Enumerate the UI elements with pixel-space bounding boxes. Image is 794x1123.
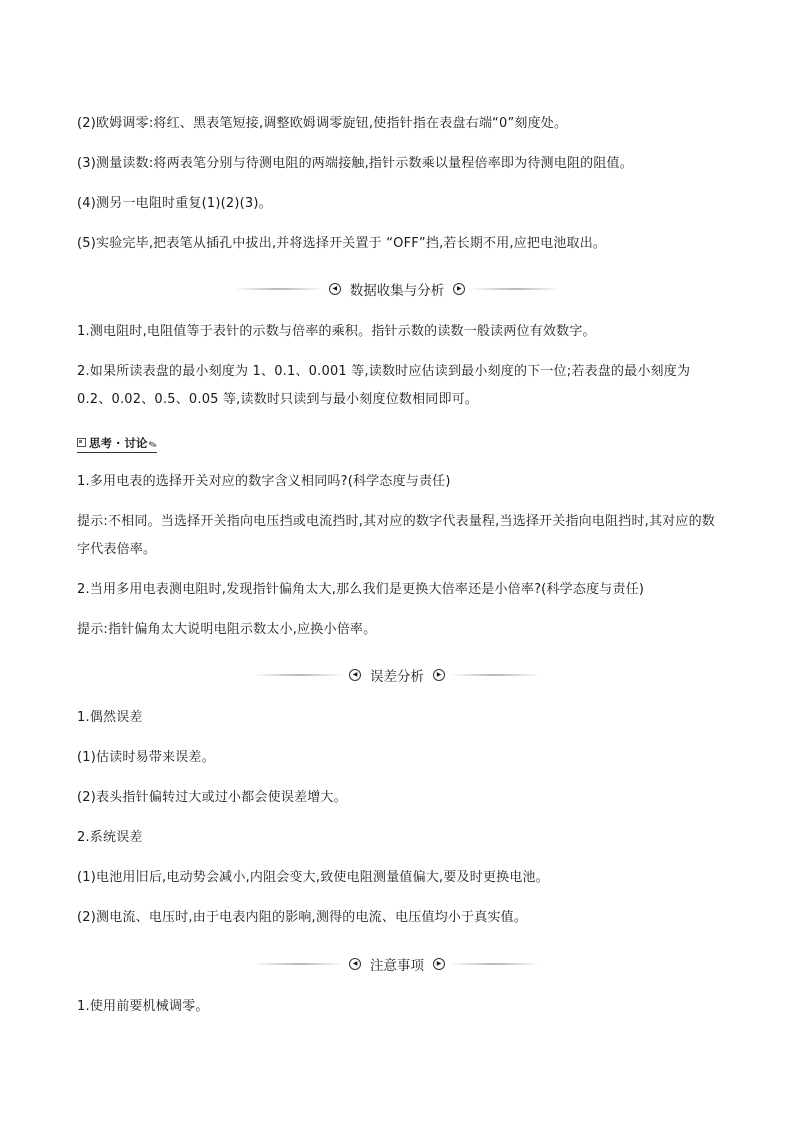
error-random-title: 1.偶然误差 [77, 710, 143, 725]
arrow-left-icon: ◀ [349, 669, 361, 681]
arrow-right-icon: ▶ [433, 958, 445, 970]
error-system-2: (2)测电流、电压时,由于电表内阻的影响,测得的电流、电压值均小于真实值。 [77, 910, 528, 925]
arrow-right-icon: ▶ [453, 283, 465, 295]
section-heading-data [0, 279, 794, 299]
error-system-title: 2.系统误差 [77, 830, 143, 845]
note-1: 1.使用前要机械调零。 [77, 999, 209, 1014]
arrow-right-icon: ▶ [433, 669, 445, 681]
discussion-answer-1: 提示:不相同。当选择开关指向电压挡或电流挡时,其对应的数字代表量程,当选择开关指向电阻挡时,其对应的数字代表倍率。 [77, 514, 715, 557]
heading-text-notes: 注意事项 [370, 958, 424, 974]
section-heading-notes [0, 954, 794, 974]
heading-rule-right [470, 288, 560, 290]
error-random-1: (1)估读时易带来误差。 [77, 750, 215, 765]
discussion-underline [77, 452, 157, 453]
error-random-2: (2)表头指针偏转过大或过小都会使误差增大。 [77, 790, 347, 805]
heading-text-data: 数据收集与分析 [349, 283, 445, 299]
heading-rule-right [450, 674, 540, 676]
heading-rule-right [450, 963, 540, 965]
discussion-label [77, 433, 158, 451]
data-point-1: 1.测电阻时,电阻值等于表针的示数与倍率的乘积。指针示数的读数一般读两位有效数字。 [77, 324, 596, 339]
data-point-2: 2.如果所读表盘的最小刻度为 1、0.1、0.001 等,读数时应估读到最小刻度的下一位;若表盘的最小刻度为 0.2、0.02、0.5、0.05 等,读数时只读到与最小刻度位数相同即可。 [77, 364, 691, 407]
arrow-left-icon: ◀ [349, 958, 361, 970]
discussion-question-2: 2.当用多用电表测电阻时,发现指针偏角太大,那么我们是更换大倍率还是小倍率?(科学态度与责任) [77, 582, 645, 597]
step-finish: (5)实验完毕,把表笔从插孔中拔出,并将选择开关置于 “OFF”挡,若长期不用,应把电池取出。 [77, 236, 607, 251]
heading-rule-left [254, 963, 344, 965]
step-measure-read: (3)测量读数:将两表笔分别与待测电阻的两端接触,指针示数乘以量程倍率即为待测电阻的阻值。 [77, 156, 633, 171]
discussion-answer-2: 提示:指针偏角太大说明电阻示数太小,应换小倍率。 [77, 622, 377, 637]
discussion-label-text: 思考 · 讨论 [89, 436, 148, 450]
error-system-1: (1)电池用旧后,电动势会减小,内阻会变大,致使电阻测量值偏大,要及时更换电池。 [77, 870, 549, 885]
heading-rule-left [254, 674, 344, 676]
arrow-left-icon: ◀ [329, 283, 341, 295]
heading-rule-left [234, 288, 324, 290]
pen-icon: ✎ [147, 438, 160, 453]
discussion-question-1: 1.多用电表的选择开关对应的数字含义相同吗?(科学态度与责任) [77, 474, 451, 489]
heading-text-error: 误差分析 [370, 669, 424, 685]
square-bullet-icon [77, 438, 86, 447]
section-heading-error [0, 665, 794, 685]
step-repeat: (4)测另一电阻时重复(1)(2)(3)。 [77, 196, 272, 211]
step-ohm-zero: (2)欧姆调零:将红、黑表笔短接,调整欧姆调零旋钮,使指针指在表盘右端“0”刻度处。 [77, 116, 568, 131]
